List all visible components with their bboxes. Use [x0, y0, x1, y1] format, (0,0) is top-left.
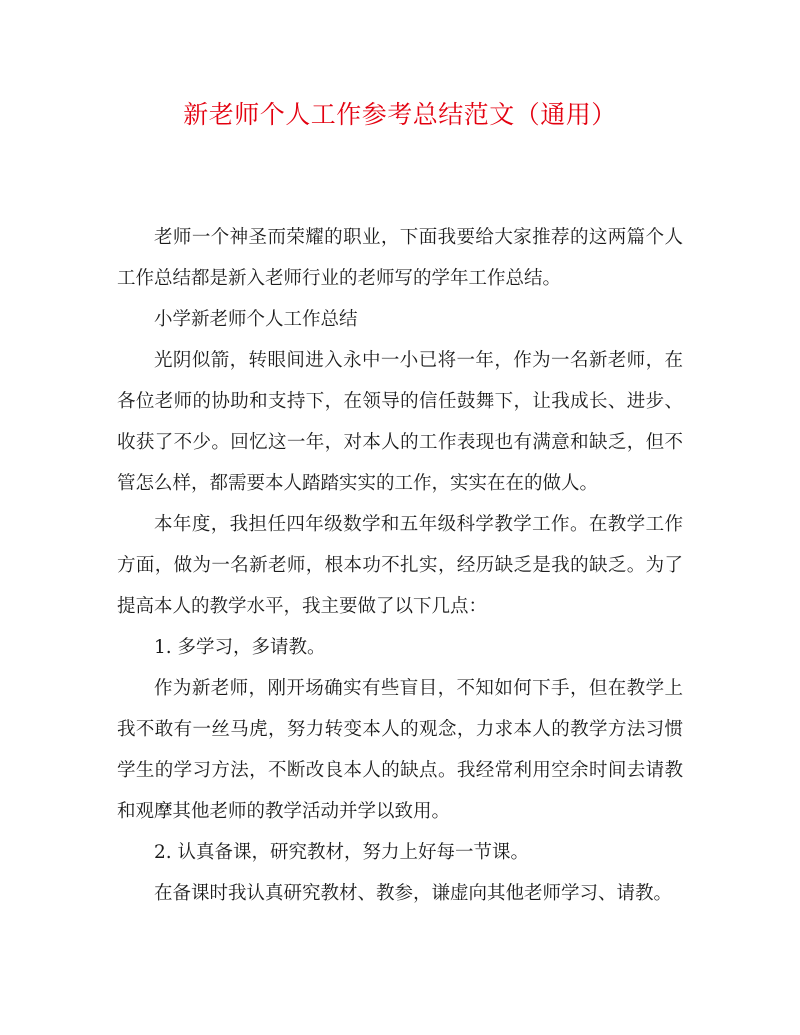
- paragraph: 光阴似箭，转眼间进入永中一小已将一年，作为一名新老师，在各位老师的协助和支持下，在领导的信任鼓舞下，让我成长、进步、收获了不少。回忆这一年，对本人的工作表现也有满意和缺乏，但不管怎么样，都需要本人踏踏实实的工作，实实在在的做人。: [117, 350, 683, 494]
- paragraph: 作为新老师，刚开场确实有些盲目，不知如何下手，但在教学上我不敢有一丝马虎，努力转变本人的观念，力求本人的教学方法习惯学生的学习方法，不断改良本人的缺点。我经常利用空余时间去请教和观摩其他老师的教学活动并学以致用。: [117, 678, 683, 822]
- paragraph: 本年度，我担任四年级数学和五年级科学教学工作。在教学工作方面，做为一名新老师，根本功不扎实，经历缺乏是我的缺乏。为了提高本人的教学水平，我主要做了以下几点：: [117, 514, 683, 617]
- list-item-heading: 2. 认真备课，研究教材，努力上好每一节课。: [154, 842, 530, 863]
- list-item-heading: 1. 多学习，多请教。: [154, 637, 326, 658]
- document-title: 新老师个人工作参考总结范文（通用）: [183, 100, 617, 129]
- paragraph: 在备课时我认真研究教材、教参，谦虚向其他老师学习、请教。: [154, 883, 673, 904]
- paragraph-intro: 老师一个神圣而荣耀的职业，下面我要给大家推荐的这两篇个人工作总结都是新入老师行业的老师写的学年工作总结。: [117, 227, 683, 289]
- document-body: [117, 217, 683, 914]
- section-heading: 小学新老师个人工作总结: [154, 309, 358, 330]
